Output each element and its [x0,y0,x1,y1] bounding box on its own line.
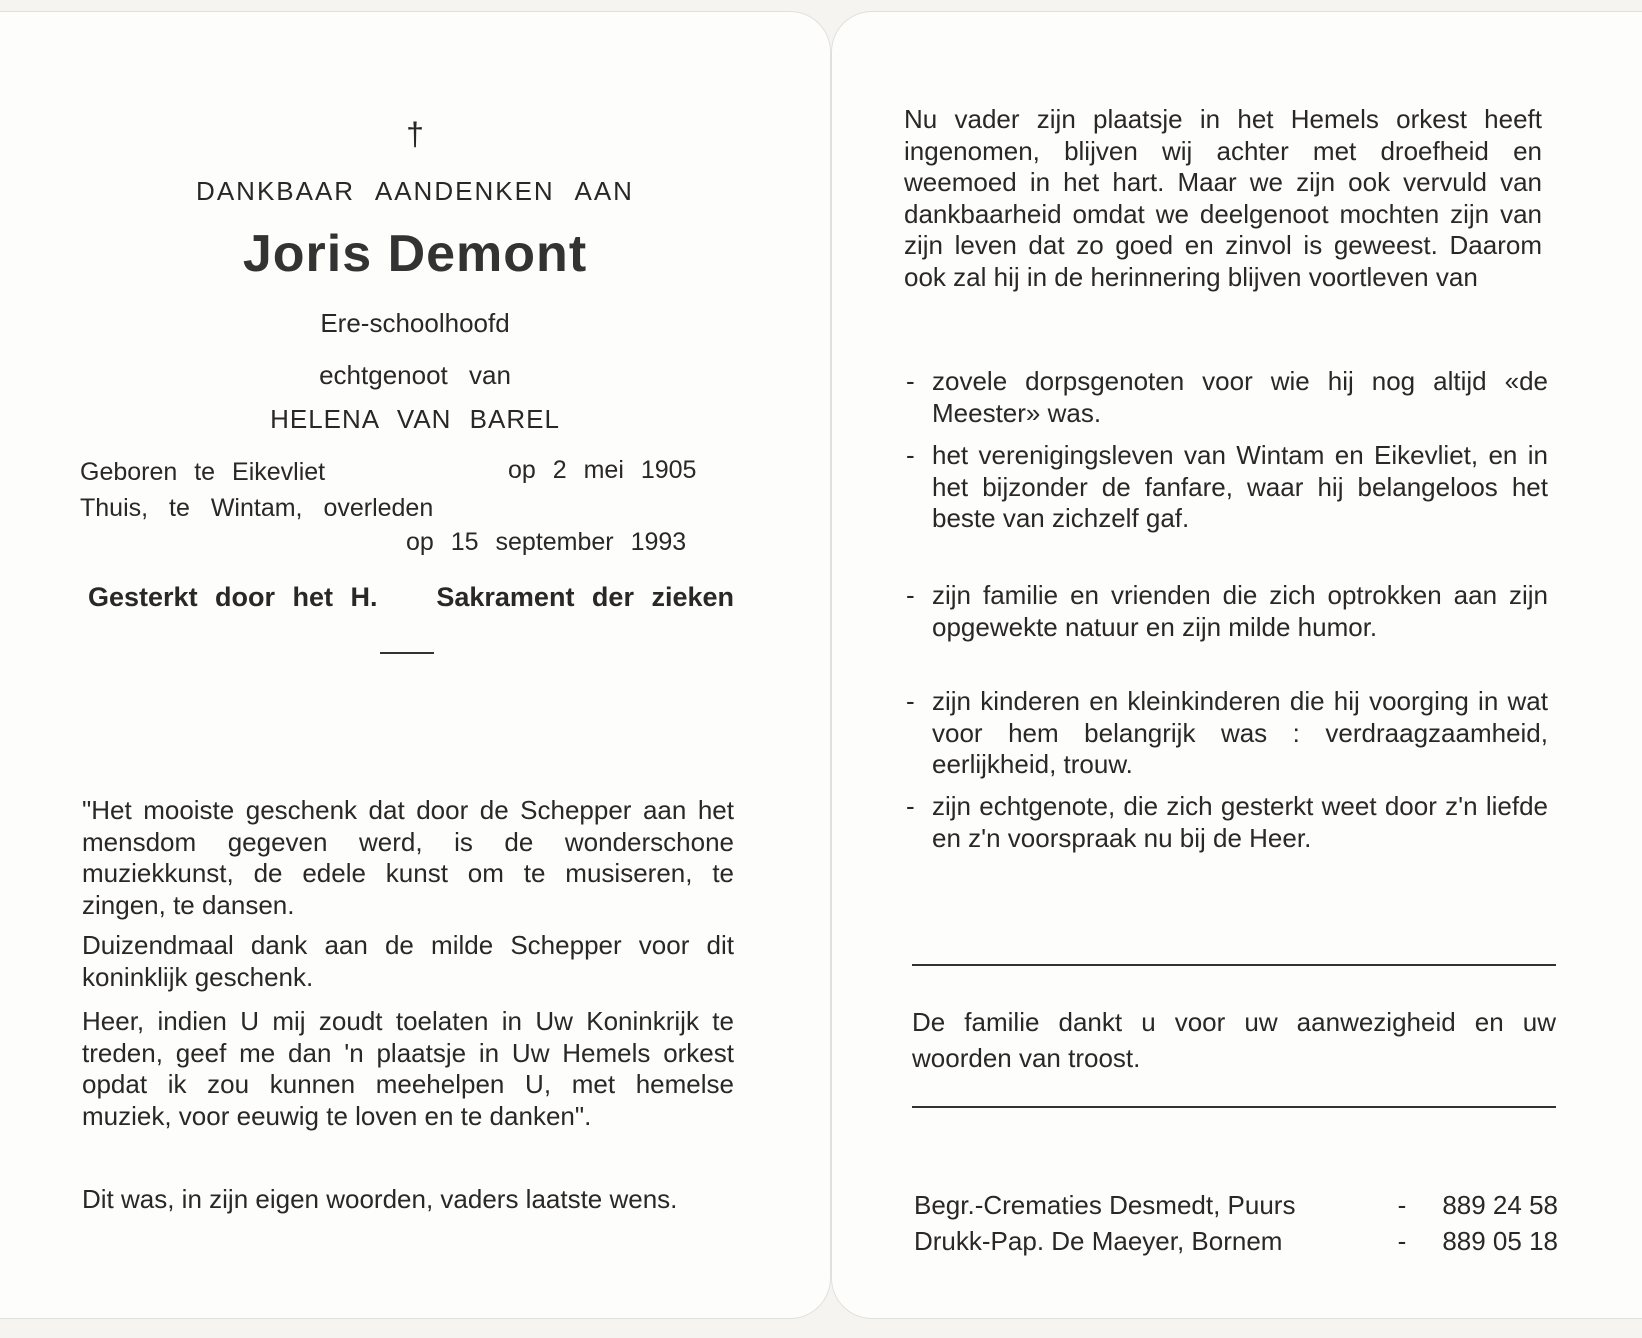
list-dash: - [906,366,915,396]
footer-printer-name: Drukk-Pap. De Maeyer, Bornem [914,1226,1283,1256]
footer-separator: - [1397,1190,1407,1220]
rule-top [912,964,1556,966]
quote-paragraph-3: Heer, indien U mij zoudt toelaten in Uw Koninkrijk te treden, geef me dan 'n plaatsje in Uw Hemels orkest opdat ik zou kunnen meehelpen U, met hemelse muziek, voor eeuwig te loven en te danken". [82,1006,734,1131]
sacrament-line-left: Gesterkt door het H. [88,582,378,612]
memory-list-item-text: zijn echtgenote, die zich gesterkt weet door z'n liefde en z'n voorspraak nu bij de Heer. [932,791,1548,853]
divider-dash [380,652,434,654]
memory-list-item [906,686,1548,781]
list-dash: - [906,580,915,610]
footer-printer [914,1226,1558,1257]
deceased-name: Joris Demont [242,225,588,283]
list-dash: - [906,791,915,821]
memory-list-item-text: zovele dorpsgenoten voor wie hij nog altijd «de Meester» was. [932,366,1548,428]
closing-paragraph: Dit was, in zijn eigen woorden, vaders laatste wens. [82,1184,678,1214]
list-dash: - [906,440,915,470]
death-place: Thuis, te Wintam, overleden [80,494,434,522]
footer-printer-phone: 889 05 18 [1442,1226,1558,1256]
heading: DANKBAAR AANDENKEN AAN [196,176,634,206]
memory-list-item [906,791,1548,854]
memory-list-item [906,440,1548,535]
memory-list-item-text: zijn familie en vrienden die zich optrokken aan zijn opgewekte natuur en zijn milde humor. [932,580,1548,642]
quote-paragraph-1: "Het mooiste geschenk dat door de Schepper aan het mensdom gegeven werd, is de wonderschone muziekkunst, de edele kunst om te musiseren, te zingen, te dansen. [82,795,734,920]
quote-paragraph-2: Duizendmaal dank aan de milde Schepper voor dit koninklijk geschenk. [82,930,734,992]
sacrament-line [88,582,734,613]
title-subtitle: Ere-schoolhoofd [320,308,510,338]
birth-date: op 2 mei 1905 [508,456,697,484]
memory-list-item-text: zijn kinderen en kleinkinderen die hij voorging in wat voor hem belangrijk was : verdraagzaamheid, eerlijkheid, trouw. [932,686,1548,779]
intro-paragraph: Nu vader zijn plaatsje in het Hemels orkest heeft ingenomen, blijven wij achter met droefheid en weemoed in het hart. Maar we zijn ook vervuld van dankbaarheid omdat we deelgenoot mochten zijn van zijn leven dat zo goed en zinvol is geweest. Daarom ook zal hij in de herinnering blijven voortleven van [904,104,1542,292]
spouse-label: echtgenoot van [319,360,511,390]
footer-funeral-home-name: Begr.-Crematies Desmedt, Puurs [914,1190,1296,1220]
rule-bottom [912,1106,1556,1108]
cross-symbol: † [406,116,424,152]
footer-separator: - [1397,1226,1407,1256]
footer-funeral-home [914,1190,1558,1221]
spouse-name: HELENA VAN BAREL [270,404,560,434]
memory-list-item [906,366,1548,429]
memory-list-item [906,580,1548,643]
footer-funeral-home-phone: 889 24 58 [1442,1190,1558,1220]
sacrament-line-right: Sakrament der zieken [436,582,734,612]
list-dash: - [906,686,915,716]
thanks-paragraph: De familie dankt u voor uw aanwezigheid en uw woorden van troost. [912,1007,1556,1073]
birth-place: Geboren te Eikevliet [80,458,326,486]
death-date: op 15 september 1993 [406,528,687,556]
memory-list-item-text: het verenigingsleven van Wintam en Eikevliet, en in het bijzonder de fanfare, waar hij belangeloos het beste van zichzelf gaf. [932,440,1548,533]
